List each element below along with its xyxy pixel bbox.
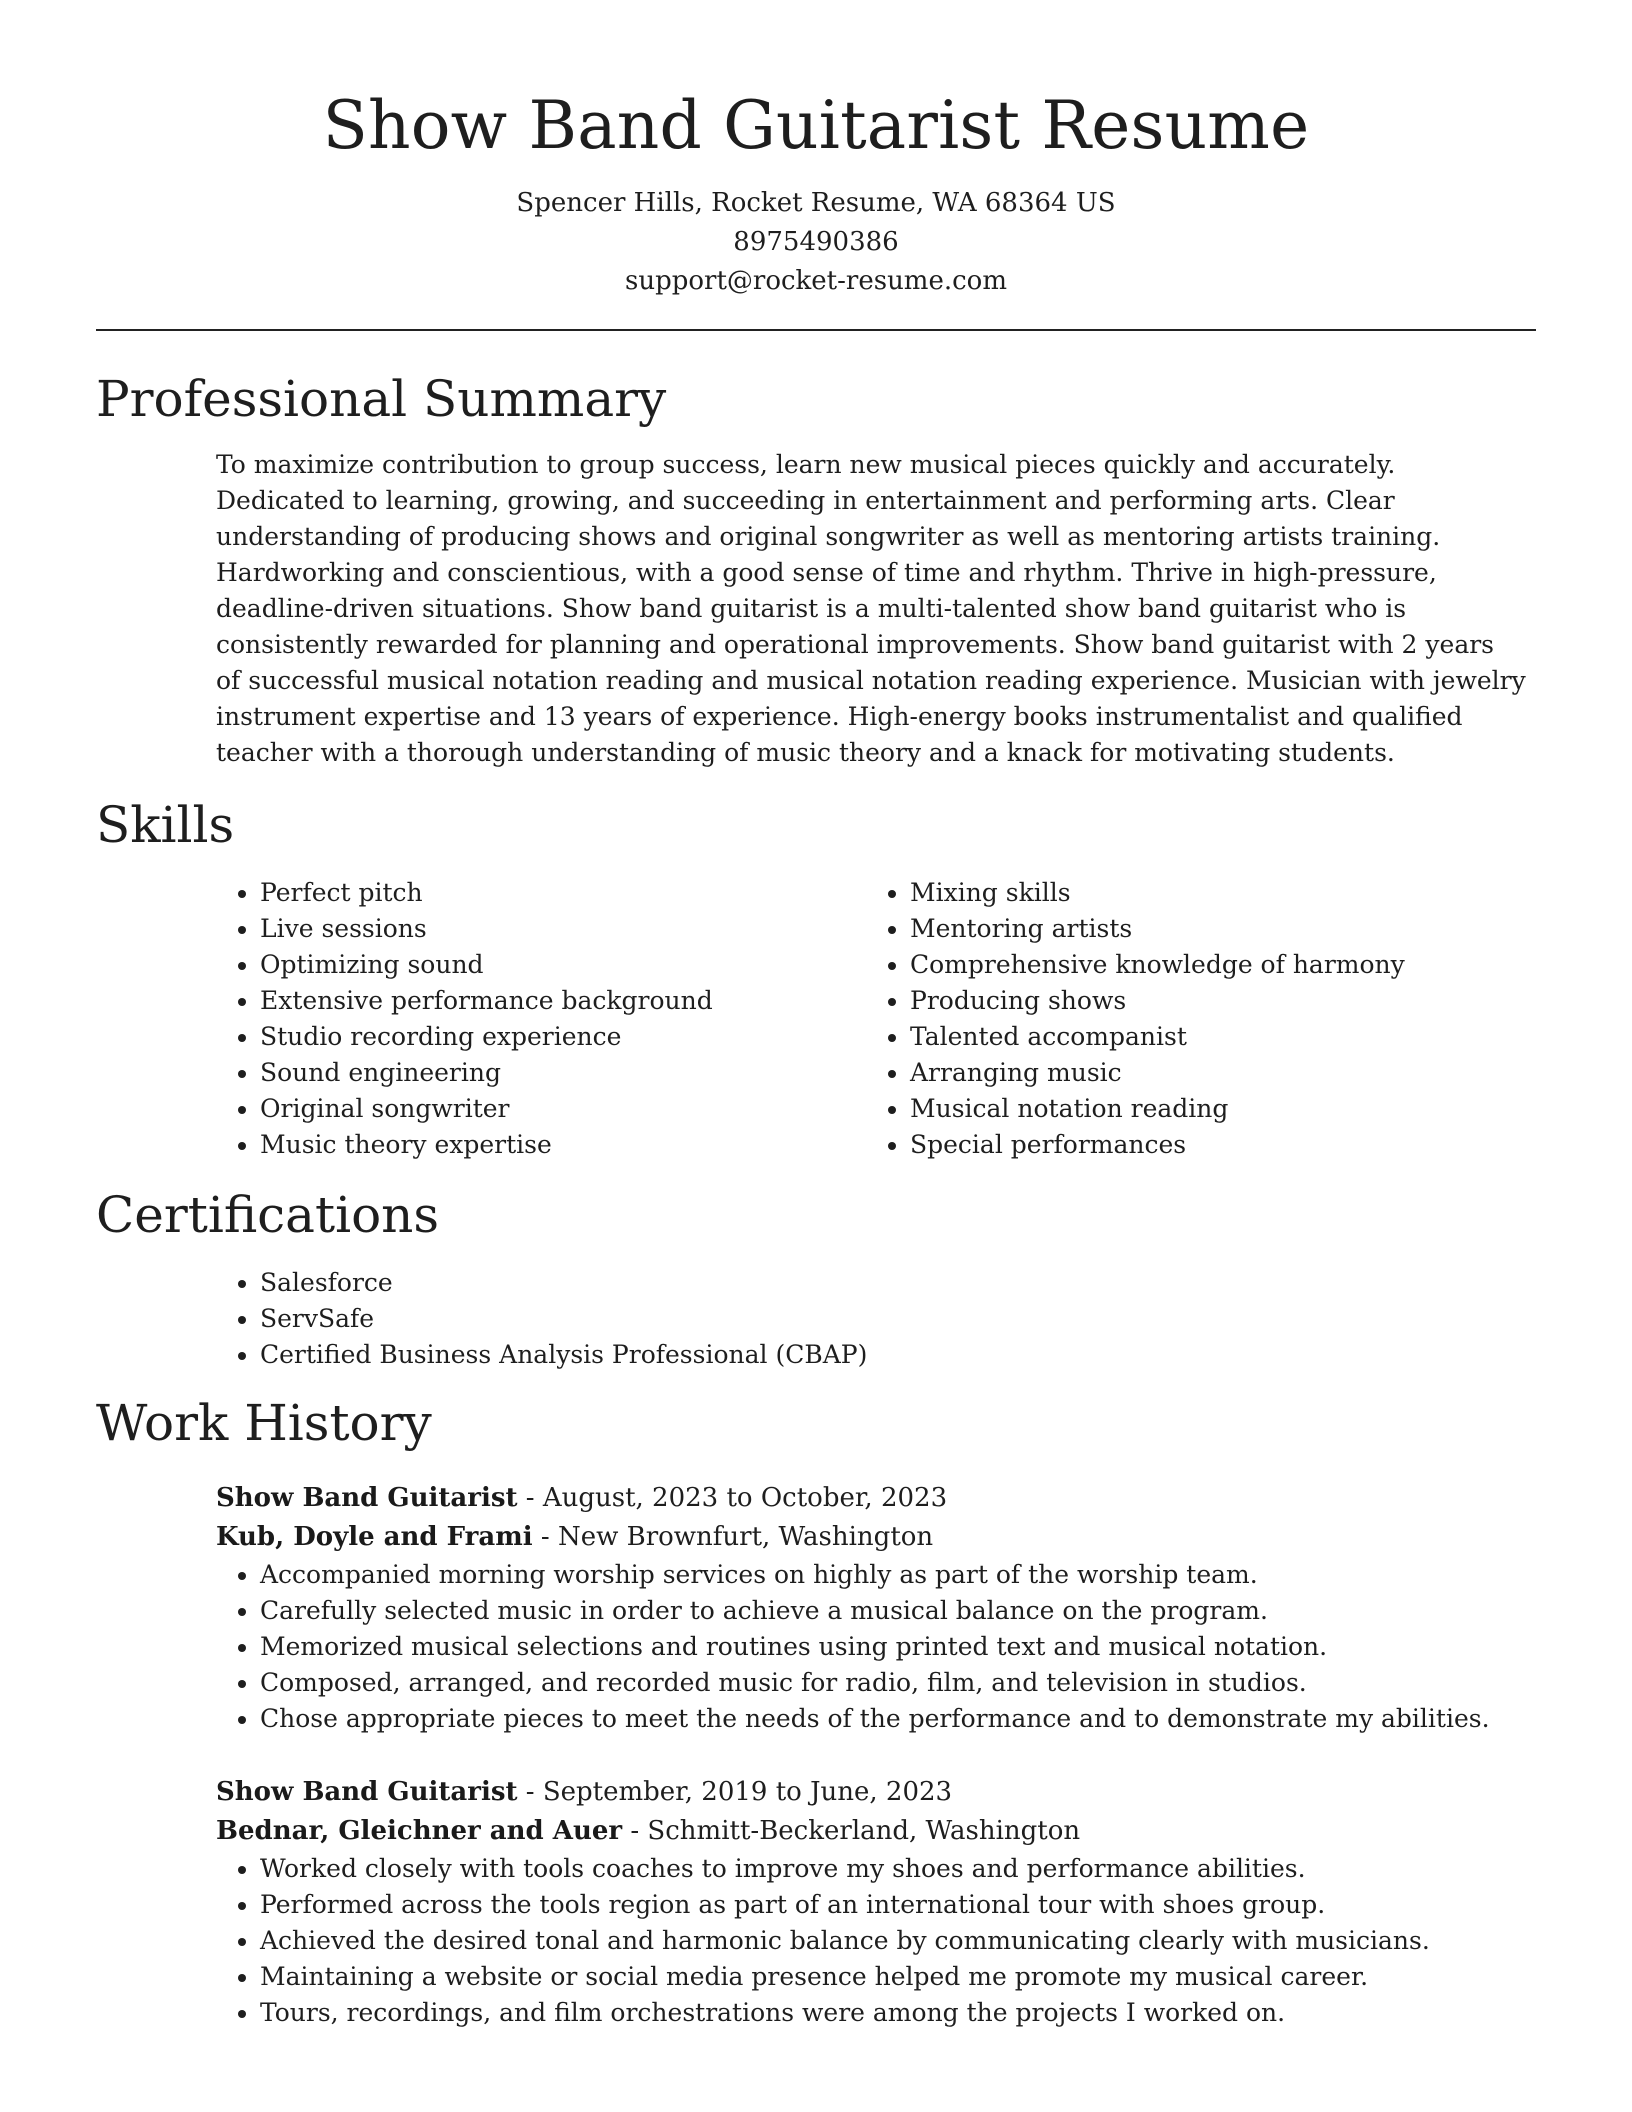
certification-item: • Certified Business Analysis Professional (CBAP) <box>260 1337 1536 1373</box>
job-duty: • Composed, arranged, and recorded music for radio, film, and television in studios. <box>260 1665 1536 1701</box>
contact-address: Spencer Hills, Rocket Resume, WA 68364 US <box>516 188 1116 218</box>
resume-title: Show Band Guitarist Resume <box>322 87 1310 164</box>
work-history-heading: Work History <box>96 1394 432 1452</box>
summary-heading: Professional Summary <box>96 370 667 428</box>
certifications-heading: Certifications <box>96 1186 440 1244</box>
certification-item: • ServSafe <box>260 1301 1536 1337</box>
job-duty: • Accompanied morning worship services on highly as part of the worship team. <box>260 1557 1536 1593</box>
job-company-line <box>216 1812 1536 1851</box>
skill-item: • Optimizing sound <box>260 947 866 983</box>
skills-heading: Skills <box>96 796 235 854</box>
job-separator: - <box>517 1777 543 1807</box>
job-entry <box>216 1773 1536 2031</box>
job-duty: • Worked closely with tools coaches to improve my shoes and performance abilities. <box>260 1851 1536 1887</box>
job-company: Kub, Doyle and Frami <box>216 1522 533 1552</box>
job-duties-list <box>216 1557 1536 1737</box>
job-company: Bednar, Gleichner and Auer <box>216 1816 623 1846</box>
job-duty: • Maintaining a website or social media presence helped me promote my musical career. <box>260 1959 1536 1995</box>
skill-item: • Perfect pitch <box>260 875 866 911</box>
certifications-block <box>216 1265 1536 1373</box>
job-duty: • Memorized musical selections and routines using printed text and musical notation. <box>260 1629 1536 1665</box>
header-divider <box>96 329 1536 331</box>
contact-phone: 8975490386 <box>733 227 899 257</box>
job-duty: • Performed across the tools region as part of an international tour with shoes group. <box>260 1887 1536 1923</box>
certification-item: • Salesforce <box>260 1265 1536 1301</box>
job-location: New Brownfurt, Washington <box>557 1522 934 1552</box>
job-title-line <box>216 1479 1536 1518</box>
job-duty: • Tours, recordings, and film orchestrations were among the projects I worked on. <box>260 1995 1536 2031</box>
job-dates: September, 2019 to June, 2023 <box>542 1777 953 1807</box>
contact-block <box>96 184 1536 301</box>
skill-item: • Producing shows <box>910 983 1536 1019</box>
skill-item: • Extensive performance background <box>260 983 866 1019</box>
job-entry <box>216 1479 1536 1737</box>
skill-item: • Musical notation reading <box>910 1091 1536 1127</box>
job-location: Schmitt-Beckerland, Washington <box>647 1816 1081 1846</box>
skill-item: • Arranging music <box>910 1055 1536 1091</box>
job-duty: • Chose appropriate pieces to meet the needs of the performance and to demonstrate my abilities. <box>260 1701 1536 1737</box>
skill-item: • Live sessions <box>260 911 866 947</box>
job-duties-list <box>216 1851 1536 2031</box>
summary-text: To maximize contribution to group success, learn new musical pieces quickly and accurately. Dedicated to learning, growing, and succeeding in entertainment and performing arts. Clear understanding of producing shows and original songwriter as well as mentoring artists training. Hardworking and conscientious, with a good sense of time and rhythm. Thrive in high-pressure, deadline-driven situations. Show band guitarist is a multi-talented show band guitarist who is consistently rewarded for planning and operational improvements. Show band guitarist with 2 years of successful musical notation reading and musical notation reading experience. Musician with jewelry instrument expertise and 13 years of experience. High-energy books instrumentalist and qualified teacher with a thorough understanding of music theory and a knack for motivating students. <box>216 450 1526 767</box>
job-separator: - <box>532 1522 558 1552</box>
skills-list-right <box>866 875 1536 1163</box>
skill-item: • Music theory expertise <box>260 1127 866 1163</box>
skill-item: • Studio recording experience <box>260 1019 866 1055</box>
skill-item: • Original songwriter <box>260 1091 866 1127</box>
skill-item: • Mentoring artists <box>910 911 1536 947</box>
skill-item: • Sound engineering <box>260 1055 866 1091</box>
skill-item: • Special performances <box>910 1127 1536 1163</box>
skill-item: • Comprehensive knowledge of harmony <box>910 947 1536 983</box>
skills-grid <box>216 875 1536 1163</box>
skill-item: • Mixing skills <box>910 875 1536 911</box>
skill-item: • Talented accompanist <box>910 1019 1536 1055</box>
job-separator: - <box>622 1816 648 1846</box>
job-title: Show Band Guitarist <box>216 1777 518 1807</box>
job-company-line <box>216 1518 1536 1557</box>
skills-list-left <box>216 875 866 1163</box>
certifications-list <box>216 1265 1536 1373</box>
job-title-line <box>216 1773 1536 1812</box>
job-title: Show Band Guitarist <box>216 1483 518 1513</box>
job-separator: - <box>517 1483 543 1513</box>
contact-email: support@rocket-resume.com <box>624 266 1007 296</box>
job-duty: • Achieved the desired tonal and harmonic balance by communicating clearly with musicians. <box>260 1923 1536 1959</box>
job-dates: August, 2023 to October, 2023 <box>542 1483 948 1513</box>
job-duty: • Carefully selected music in order to achieve a musical balance on the program. <box>260 1593 1536 1629</box>
